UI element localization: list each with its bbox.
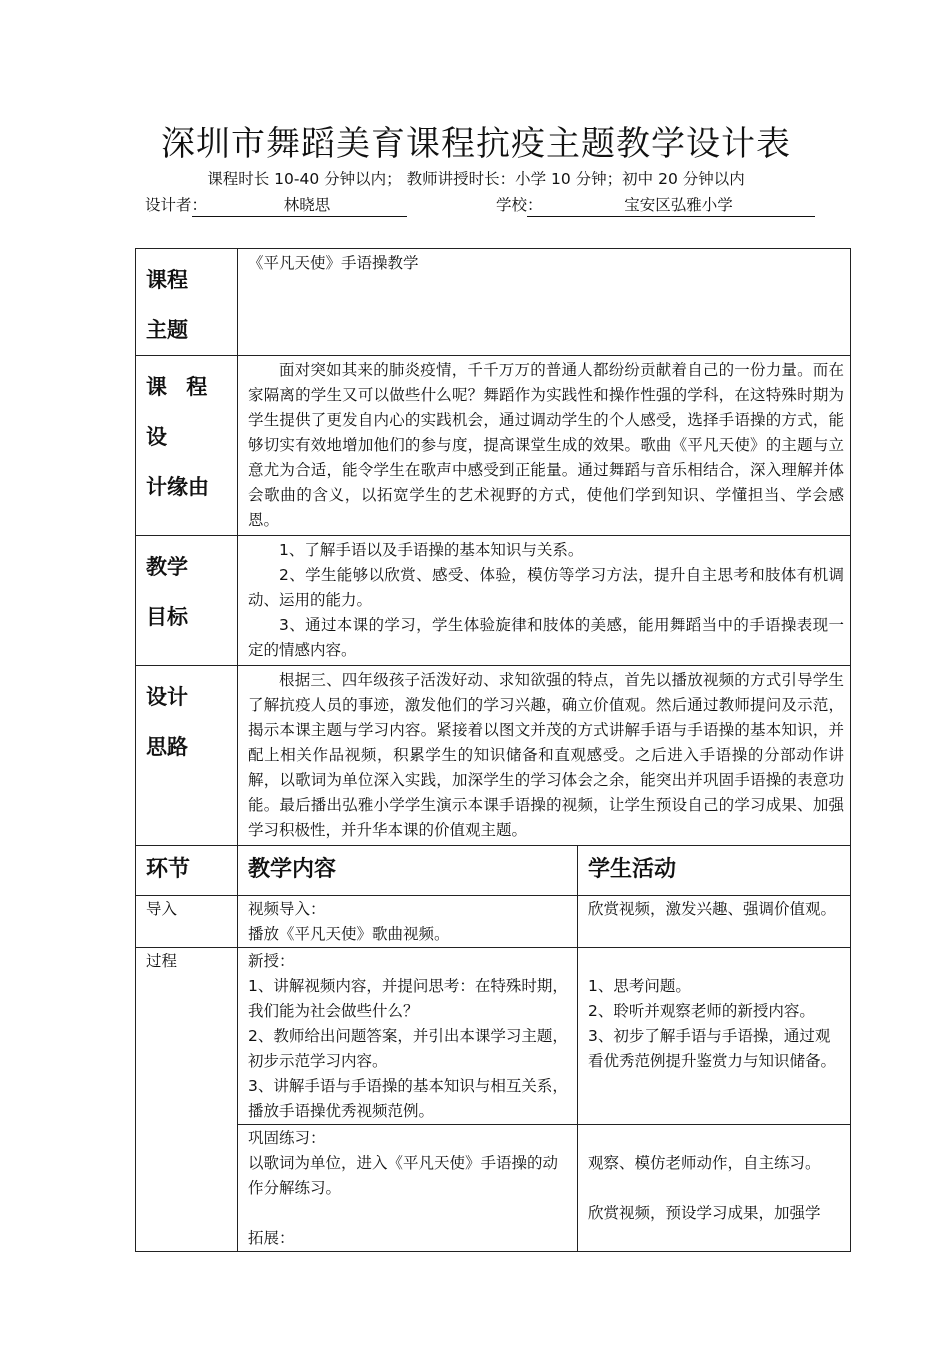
goal-item: 3、通过本课的学习，学生体验旋律和肢体的美感，能用舞蹈当中的手语操表现一定的情感内容。 bbox=[248, 616, 845, 659]
practice-activity bbox=[578, 1125, 851, 1252]
practice-activity-line: 观察、模仿老师动作，自主练习。 bbox=[588, 1154, 821, 1172]
document-title: 深圳市舞蹈美育课程抗疫主题教学设计表 bbox=[161, 124, 791, 164]
designer-name: 林晓思 bbox=[207, 193, 407, 217]
document-subtitle: 课程时长 10-40 分钟以内； 教师讲授时长：小学 10 分钟；初中 20 分钟以内 bbox=[207, 170, 745, 188]
school-label: 学校 bbox=[496, 196, 528, 214]
extension-activity-line: 欣赏视频，预设学习成果，加强学 bbox=[588, 1204, 821, 1222]
goals-content bbox=[238, 536, 851, 666]
reason-content bbox=[238, 356, 851, 536]
goal-item: 2、学生能够以欣赏、感受、体验，模仿等学习方法，提升自主思考和肢体有机调动、运用的能力。 bbox=[248, 566, 845, 609]
new-lesson-activity-line: 1、思考问题。 bbox=[588, 977, 691, 995]
header-stage: 环节 bbox=[136, 846, 238, 896]
row-process-new bbox=[136, 948, 851, 1125]
intro-content-line: 视频导入： bbox=[248, 900, 326, 918]
label-reason-line1: 课 程 设 bbox=[146, 375, 214, 449]
school-name: 宝安区弘雅小学 bbox=[543, 193, 815, 217]
reason-text: 面对突如其来的肺炎疫情，千千万万的普通人都纷纷贡献着自己的一份力量。而在家隔离的学生又可以做些什么呢？舞蹈作为实践性和操作性强的学科，在这特殊时期为学生提供了更发自内心的实践机会，通过调动学生的个人感受，选择手语操的方式，能够切实有效地增加他们的参与度，提高课堂生成的效果。歌曲《平凡天使》的主题与立意尤为合适，能令学生在歌声中感受到正能量。通过舞蹈与音乐相结合，深入理解并体会歌曲的含义，以拓宽学生的艺术视野的方式，使他们学到知识、学懂担当、学会感恩。 bbox=[248, 361, 845, 529]
school-colon: ： bbox=[527, 193, 543, 217]
label-goals-line2: 目标 bbox=[146, 605, 188, 629]
new-lesson-line: 1、讲解视频内容，并提问思考：在特殊时期，我们能为社会做些什么？ bbox=[248, 977, 568, 1020]
new-lesson-line: 新授： bbox=[248, 952, 295, 970]
row-approach bbox=[136, 666, 851, 846]
row-topic bbox=[136, 249, 851, 356]
row-goals bbox=[136, 536, 851, 666]
extension-line: 拓展： bbox=[248, 1229, 295, 1247]
school-line bbox=[496, 193, 815, 217]
intro-content bbox=[238, 896, 578, 948]
new-lesson-activity-line: 3、初步了解手语与手语操，通过观看优秀范例提升鉴赏力与知识储备。 bbox=[588, 1027, 837, 1070]
label-topic-line1: 课程 bbox=[146, 268, 188, 292]
designer-line bbox=[145, 193, 407, 217]
practice-line: 以歌词为单位，进入《平凡天使》手语操的动作分解练习。 bbox=[248, 1154, 559, 1197]
row-reason bbox=[136, 356, 851, 536]
designer-colon: ： bbox=[192, 193, 208, 217]
designer-label: 设计者 bbox=[145, 196, 192, 214]
intro-activity bbox=[578, 896, 851, 948]
intro-activity-line: 欣赏视频，激发兴趣、强调价值观。 bbox=[588, 900, 837, 918]
design-table bbox=[135, 248, 851, 1252]
approach-text: 根据三、四年级孩子活泼好动、求知欲强的特点，首先以播放视频的方式引导学生了解抗疫人员的事迹，激发他们的学习兴趣，确立价值观。然后通过教师提问及示范，揭示本课主题与学习内容。紧接着以图文并茂的方式讲解手语与手语操的基本知识，并配上相关作品视频，积累学生的知识储备和直观感受。之后进入手语操的分部动作讲解，以歌词为单位深入实践，加深学生的学习体会之余，能突出并巩固手语操的表意功能。最后播出弘雅小学学生演示本课手语操的视频，让学生预设自己的学习成果、加强学习积极性，并升华本课的价值观主题。 bbox=[248, 671, 845, 839]
stage-intro: 导入 bbox=[136, 896, 238, 948]
label-reason-line2: 计缘由 bbox=[146, 475, 209, 499]
new-lesson-content bbox=[238, 948, 578, 1125]
stage-process: 过程 bbox=[136, 948, 238, 1252]
intro-content-line: 播放《平凡天使》歌曲视频。 bbox=[248, 925, 450, 943]
header-activity: 学生活动 bbox=[578, 846, 851, 896]
new-lesson-line: 3、讲解手语与手语操的基本知识与相互关系，播放手语操优秀视频范例。 bbox=[248, 1077, 568, 1120]
header-content: 教学内容 bbox=[238, 846, 578, 896]
new-lesson-line: 2、教师给出问题答案，并引出本课学习主题，初步示范学习内容。 bbox=[248, 1027, 568, 1070]
label-approach bbox=[136, 666, 238, 846]
label-approach-line2: 思路 bbox=[146, 735, 188, 759]
new-lesson-activity bbox=[578, 948, 851, 1125]
label-approach-line1: 设计 bbox=[146, 685, 188, 709]
row-intro bbox=[136, 896, 851, 948]
practice-content bbox=[238, 1125, 578, 1252]
goal-item: 1、了解手语以及手语操的基本知识与关系。 bbox=[279, 541, 584, 559]
label-goals-line1: 教学 bbox=[146, 555, 188, 579]
new-lesson-activity-line: 2、聆听并观察老师的新授内容。 bbox=[588, 1002, 815, 1020]
label-topic bbox=[136, 249, 238, 356]
row-process-practice bbox=[136, 1125, 851, 1252]
topic-text: 《平凡天使》手语操教学 bbox=[248, 254, 419, 272]
label-reason bbox=[136, 356, 238, 536]
label-topic-line2: 主题 bbox=[146, 318, 188, 342]
stages-header-row bbox=[136, 846, 851, 896]
approach-content bbox=[238, 666, 851, 846]
practice-line: 巩固练习： bbox=[248, 1129, 326, 1147]
topic-content bbox=[238, 249, 851, 356]
label-goals bbox=[136, 536, 238, 666]
